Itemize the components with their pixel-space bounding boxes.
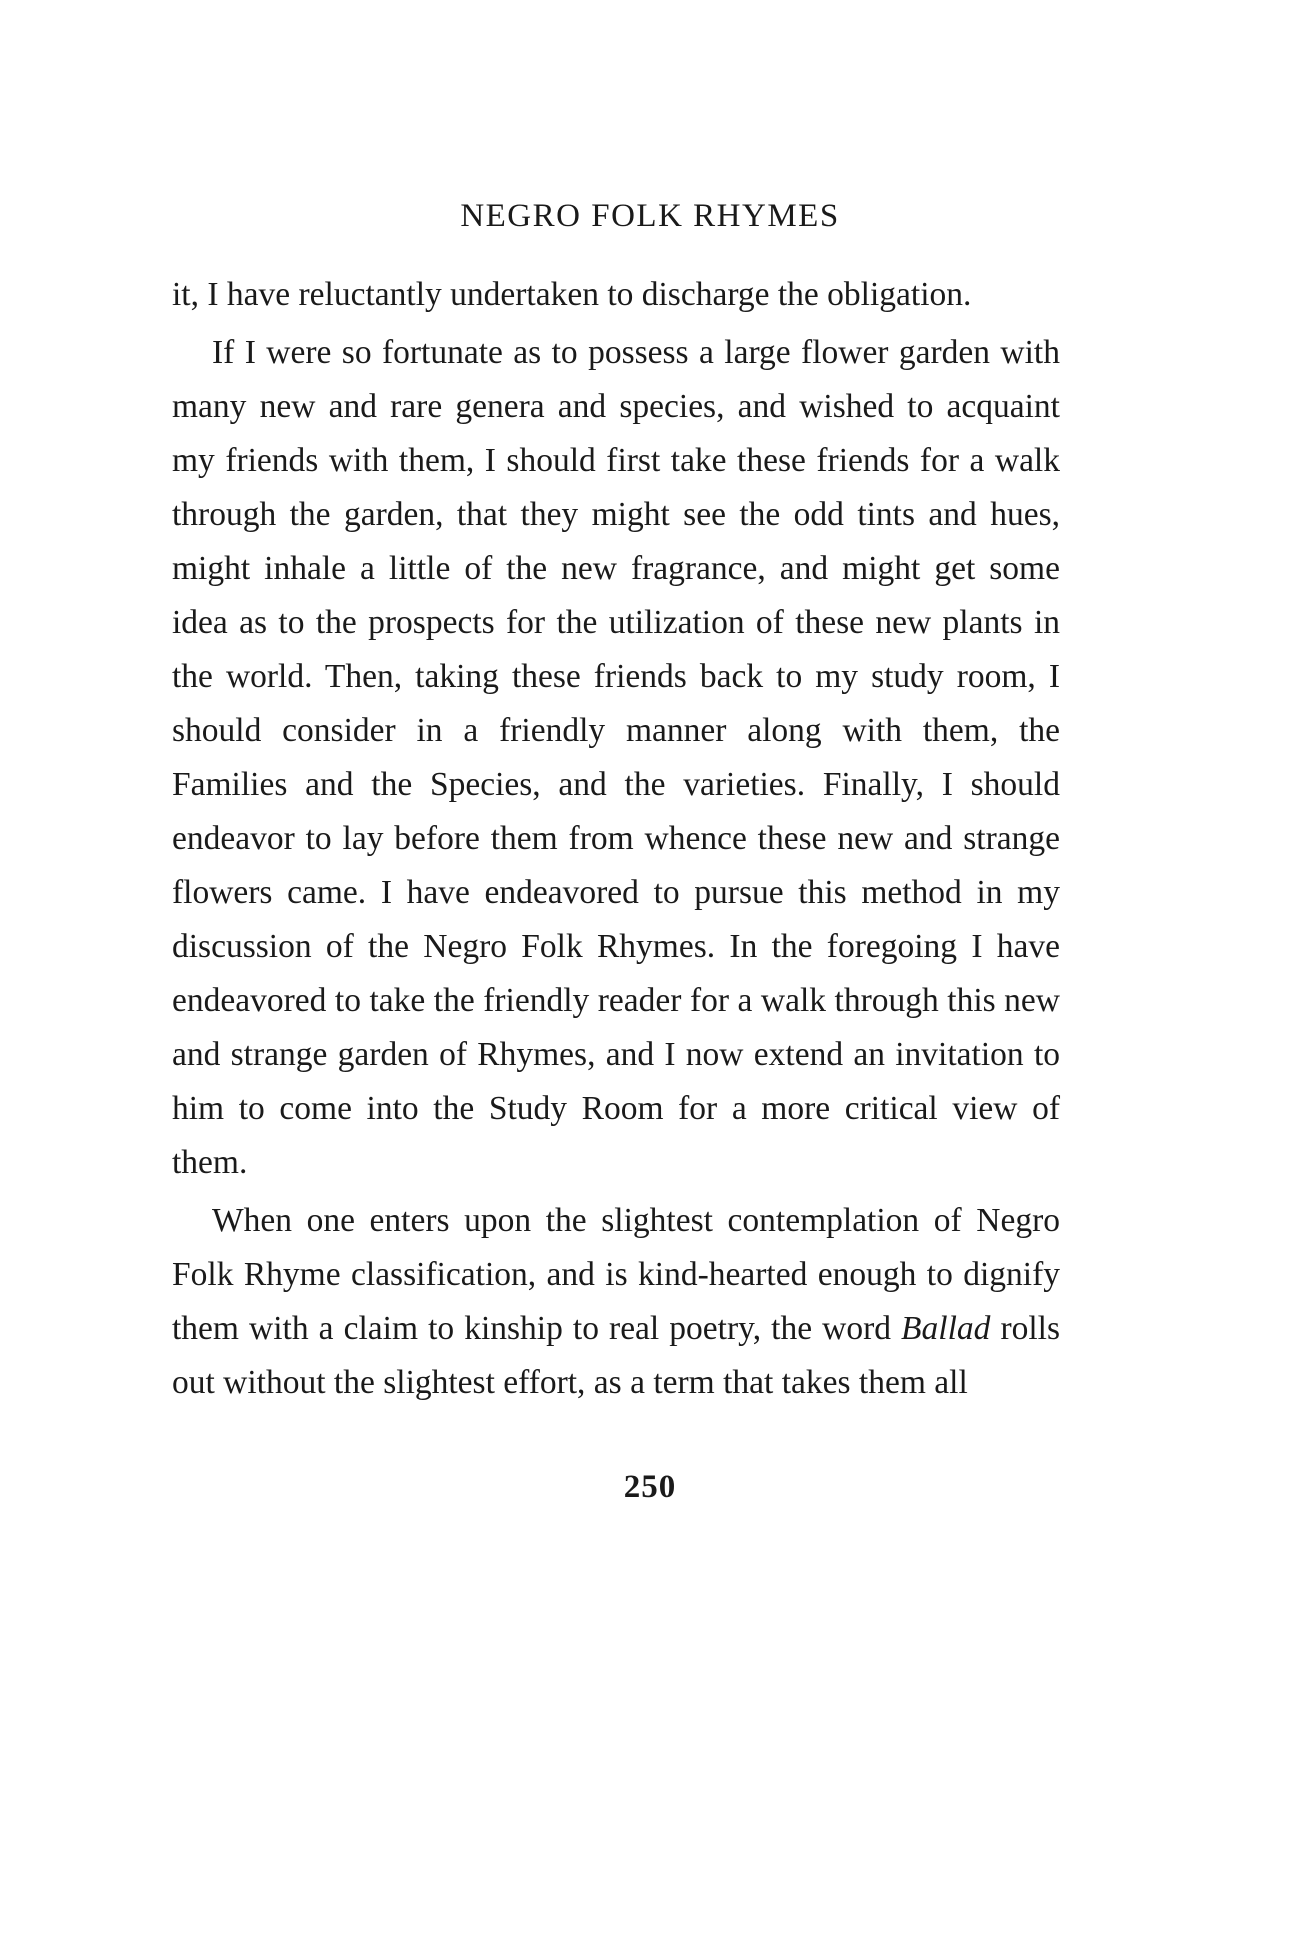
paragraph-continued: it, I have reluctantly undertaken to discharge the obligation. [172, 276, 972, 313]
paragraph-ballad-text-end: rolls out without the slightest effort, as a term that takes them all [172, 1310, 1060, 1401]
running-head: NEGRO FOLK RHYMES [460, 198, 840, 234]
paragraph-garden: If I were so fortunate as to possess a large flower garden with many new and rare genera and species, and wished to acquaint my friends with them, I should first take these friends for a walk through the garden, that they might see the odd tints and hues, might inhale a little of the new fragrance, and might get some idea as to the prospects for the utilization of these new plants in the world. Then, taking these friends back to my study room, I should consider in a friendly manner along with them, the Families and the Species, and the varieties. Finally, I should endeavor to lay before them from whence these new and strange flowers came. I have endeavored to pursue this method in my discussion of the Negro Folk Rhymes. In the foregoing I have endeavored to take the friendly reader for a walk through this new and strange garden of Rhymes, and I now extend an invitation to him to come into the Study Room for a more critical view of them. [172, 334, 1060, 1181]
page-number: 250 [623, 1469, 677, 1505]
paragraph-ballad [172, 1194, 1060, 1410]
paragraph-ballad-text-start: When one enters upon the slightest contemplation of Negro Folk Rhyme classification, and is kind-hearted enough to dignify them with a claim to kinship to real poetry, the word [172, 1202, 1060, 1347]
ballad-italic-term: Ballad [901, 1310, 991, 1347]
body-text [172, 268, 1060, 1410]
